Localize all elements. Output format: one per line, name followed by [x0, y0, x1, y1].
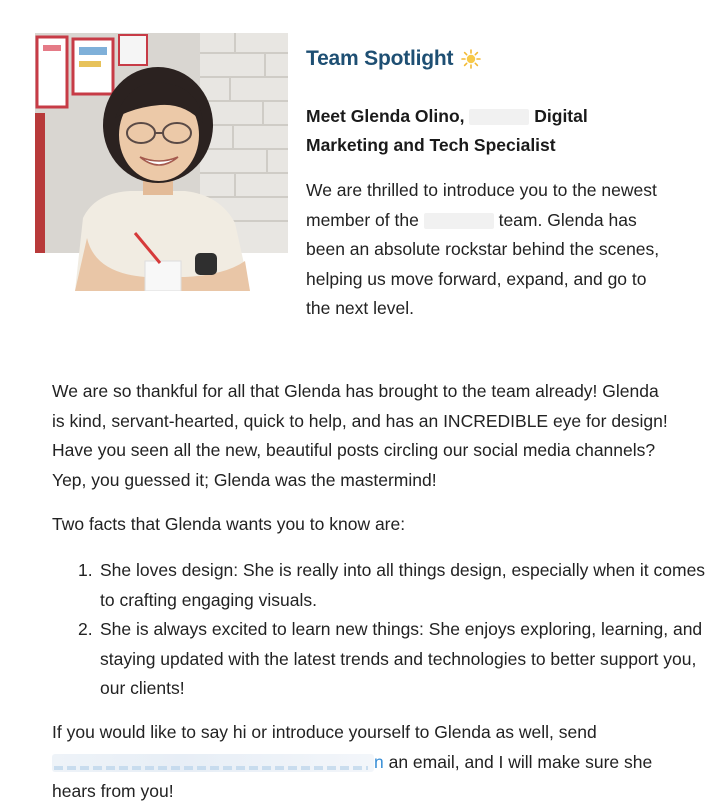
subtitle-prefix: Meet Glenda Olino,: [306, 106, 465, 126]
subtitle-suffix: Digital Marketing and Tech Specialist: [306, 106, 588, 155]
fact-text: She is always excited to learn new things: She enjoys exploring, learning, and staying updated with the latest trends and technologies to better support you, our clients!: [100, 619, 703, 698]
sun-icon: [461, 49, 481, 69]
redacted-email-link[interactable]: [52, 754, 374, 772]
contact-start: If you would like to say hi or introduce yourself to Glenda as well, send: [52, 722, 597, 742]
redacted-text: [424, 213, 494, 229]
contact-end: an email, and I will make sure she hears from you!: [52, 751, 653, 801]
list-number: 1.: [78, 560, 93, 580]
email-link-tail[interactable]: n: [374, 751, 384, 772]
facts-list: [52, 556, 710, 704]
profile-photo: [35, 33, 288, 291]
intro-part1: We are thrilled to introduce you to the newest member of the: [306, 180, 657, 230]
list-item: [78, 556, 710, 615]
page-title: Team Spotlight: [306, 47, 454, 70]
facts-intro: Two facts that Glenda wants you to know are:: [52, 514, 406, 534]
list-number: 2.: [78, 619, 93, 639]
title-row: [306, 47, 481, 71]
subtitle: [306, 102, 666, 160]
fact-text: She loves design: She is really into all things design, especially when it comes to crafting engaging visuals.: [100, 560, 706, 610]
list-item: [78, 615, 710, 704]
redacted-text: [469, 109, 529, 125]
contact-paragraph: [52, 718, 672, 807]
thanks-paragraph: We are so thankful for all that Glenda has brought to the team already! Glenda is kind, servant-hearted, quick to help, and has an INCREDIBLE eye for design! Have you seen all the new, beautiful posts circling our social media channels? Yep, you guessed it; Glenda was the mastermind!: [52, 381, 668, 490]
intro-paragraph: [306, 176, 666, 324]
intro-part2: team. Glenda has been an absolute rockstar behind the scenes, helping us move forward, expand, and go to the next level.: [306, 209, 660, 318]
